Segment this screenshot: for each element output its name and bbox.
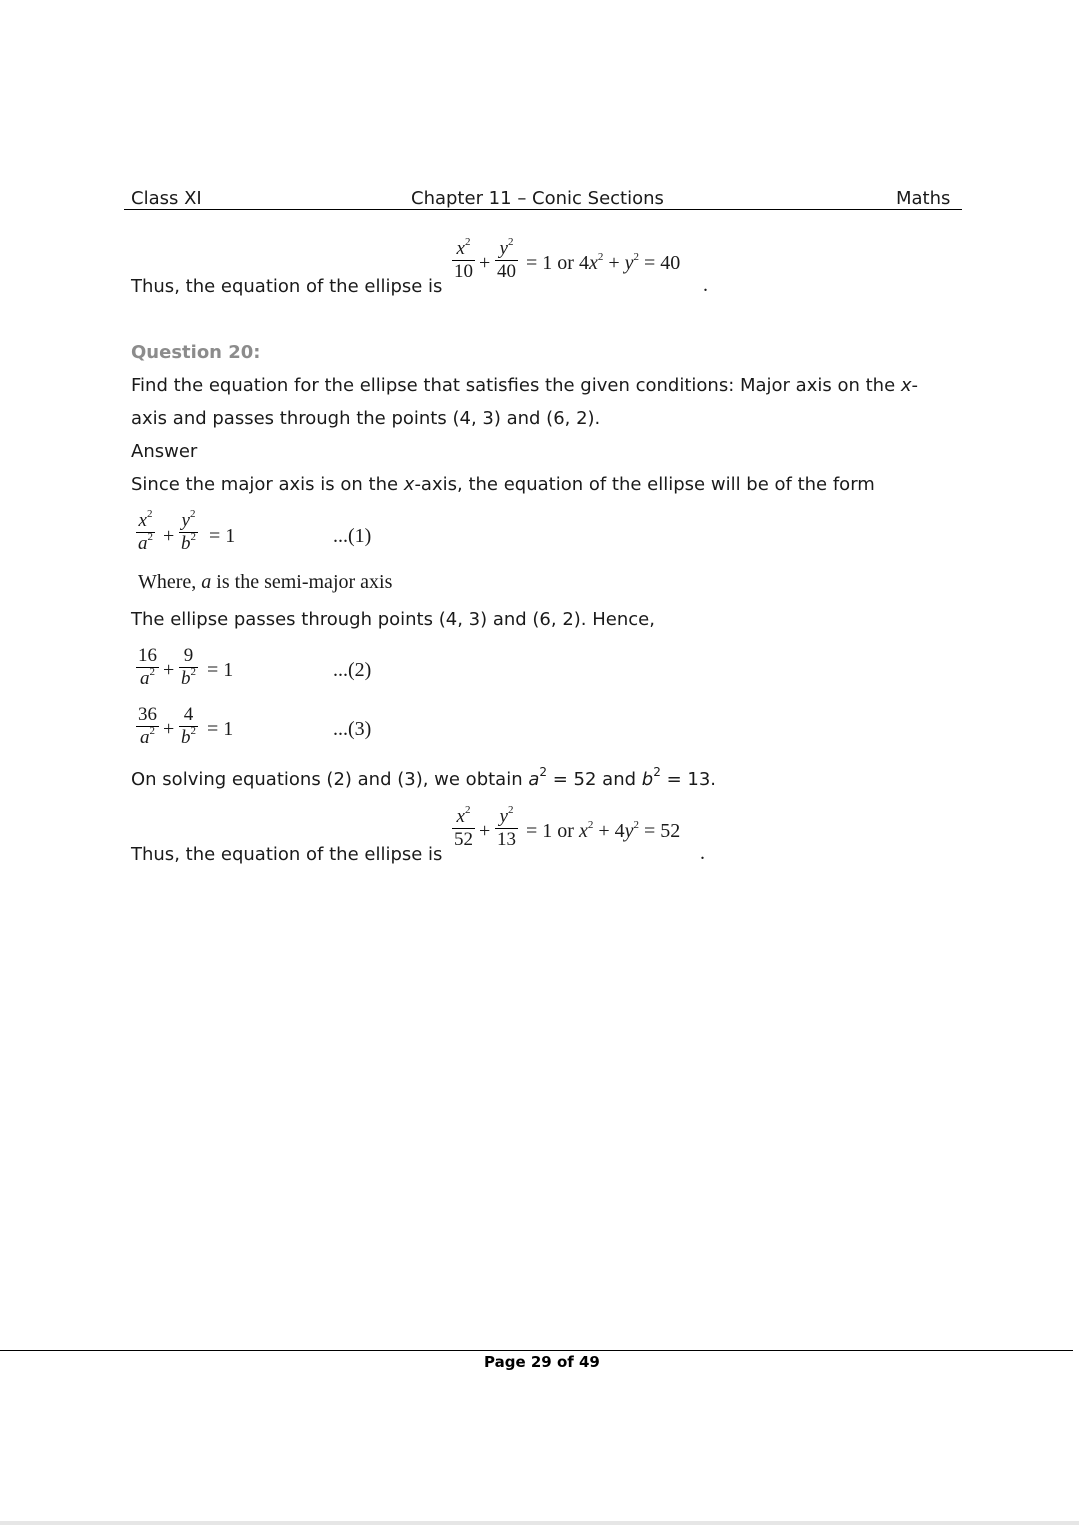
question-line-1: Find the equation for the ellipse that satisfies the given conditions: Major axis on the x- bbox=[131, 375, 919, 396]
eq3-tag: ...(3) bbox=[333, 718, 372, 740]
eq2-rhs: = 1 bbox=[207, 659, 234, 681]
answer-intro: Since the major axis is on the x-axis, the equation of the ellipse will be of the form bbox=[131, 474, 875, 495]
page-number: Page 29 of 49 bbox=[484, 1353, 600, 1371]
where-line: Where, a is the semi-major axis bbox=[138, 571, 393, 593]
footer-rule bbox=[0, 1350, 1073, 1351]
header-rule bbox=[124, 209, 962, 210]
final-eq-period: . bbox=[700, 842, 705, 864]
question-title: Question 20: bbox=[131, 342, 261, 363]
eq2-tag: ...(2) bbox=[333, 659, 372, 681]
final-conclusion-text: Thus, the equation of the ellipse is bbox=[131, 844, 443, 865]
answer-label: Answer bbox=[131, 441, 198, 462]
prev-eq-period: . bbox=[703, 274, 708, 296]
header-class: Class XI bbox=[131, 188, 202, 209]
final-eq-rhs: = 1 or bbox=[526, 820, 574, 842]
solve-line: On solving equations (2) and (3), we obtain $a^2 = 52$ and $b^2 = 13$. bbox=[131, 765, 716, 790]
frac-den: 52 bbox=[454, 829, 473, 850]
prev-eq-tail: = 40 bbox=[644, 252, 681, 274]
frac-den: 13 bbox=[497, 829, 516, 850]
passes-line: The ellipse passes through points (4, 3) and (6, 2). Hence, bbox=[131, 609, 655, 630]
prev-conclusion-text: Thus, the equation of the ellipse is bbox=[131, 276, 443, 297]
final-eq-tail: = 52 bbox=[644, 820, 681, 842]
header-chapter: Chapter 11 – Conic Sections bbox=[411, 188, 664, 209]
frac-num: x bbox=[456, 238, 465, 259]
question-line-2: axis and passes through the points (4, 3) and (6, 2). bbox=[131, 408, 601, 429]
page-bottom-edge bbox=[0, 1521, 1079, 1525]
eq1-rhs: = 1 bbox=[209, 525, 236, 547]
header-subject: Maths bbox=[896, 188, 951, 209]
prev-eq-rhs: = 1 or 4 bbox=[526, 252, 589, 274]
eq3-rhs: = 1 bbox=[207, 718, 234, 740]
frac-den: 40 bbox=[497, 261, 516, 282]
frac-num: y bbox=[499, 238, 508, 259]
frac-den: 10 bbox=[454, 261, 473, 282]
eq1-tag: ...(1) bbox=[333, 525, 372, 547]
